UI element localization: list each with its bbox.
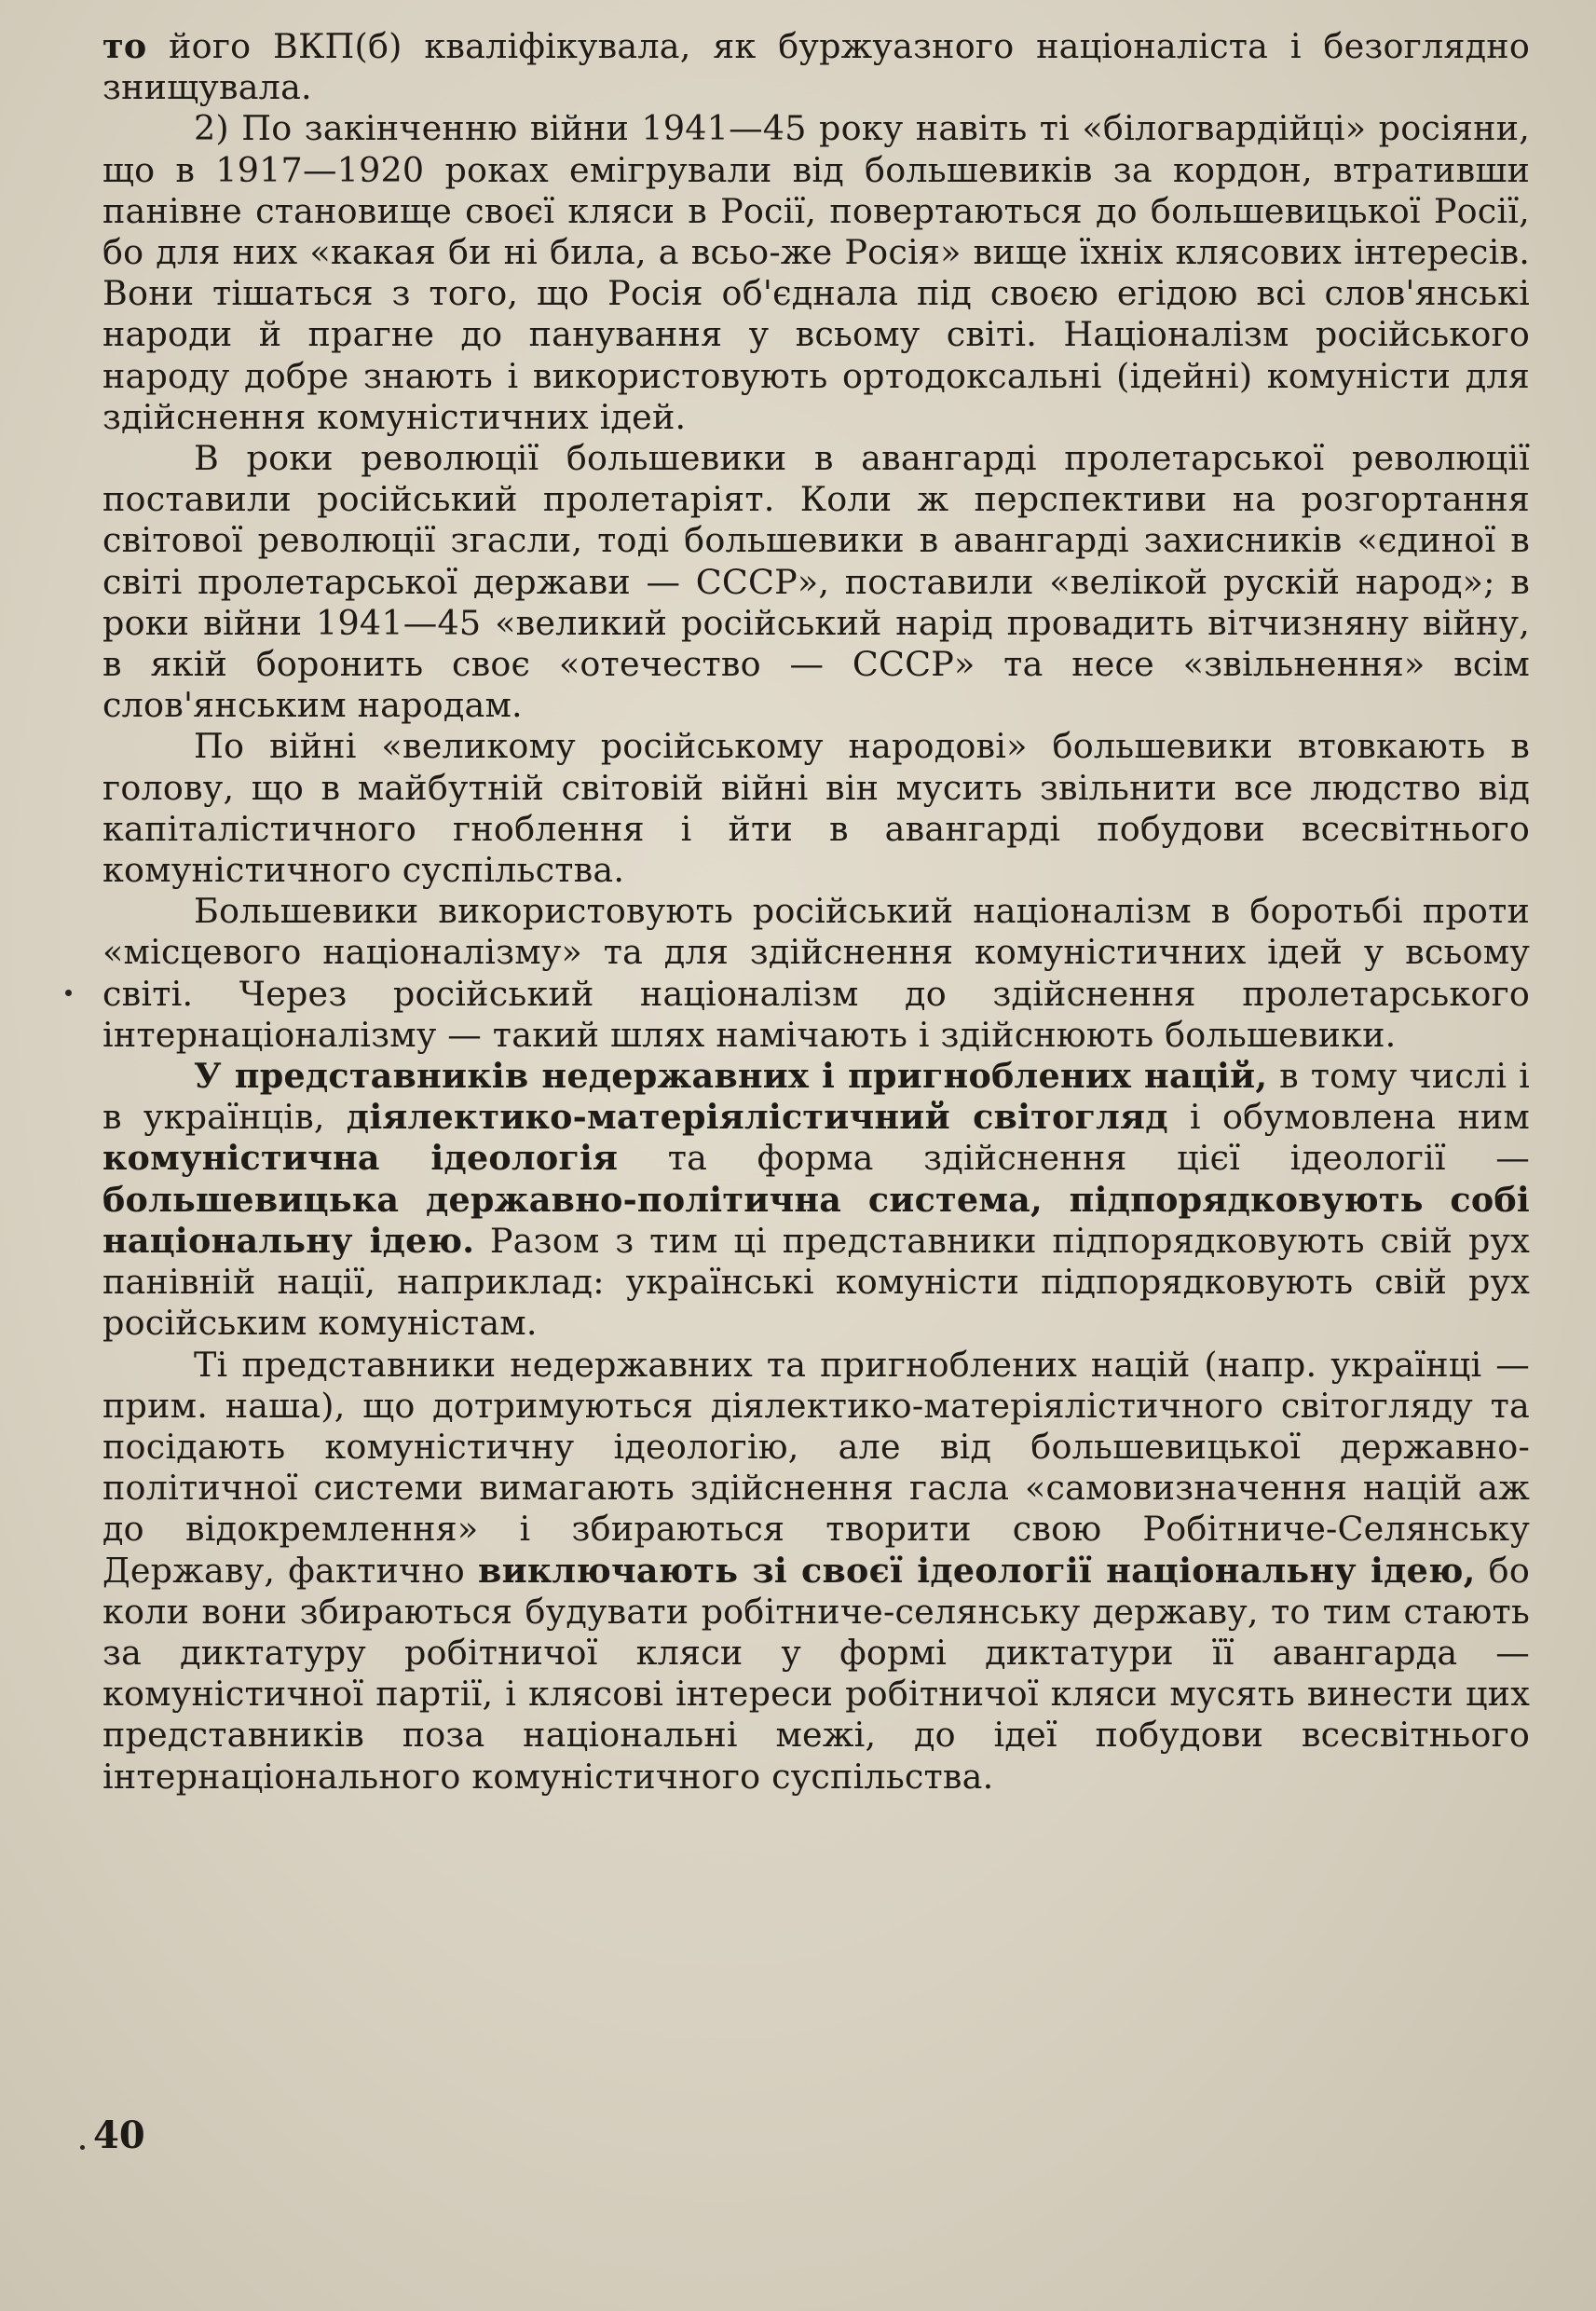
paragraph [102, 891, 1530, 1056]
page-number: 40 [93, 2113, 145, 2157]
paragraph [102, 1345, 1530, 1798]
body-text [102, 26, 1530, 1798]
paragraph [102, 438, 1530, 726]
bold-text-segment: У представників недержавних і пригноблених націй, [194, 1056, 1268, 1097]
text-segment: Ті представники недержавних та пригноблених націй (напр. українці — прим. наша), що дотримуються діялектико-матеріялістичного світогляду та посідають комуністичну ідеологію, але від большевицької державно-політичної системи вимагають здійснення гасла «самовизначення націй аж до відокремлення» і збираються творити свою Робітниче-Селянську Державу, фактично [102, 1344, 1530, 1591]
text-segment: і обумовлена ним [1167, 1097, 1530, 1138]
text-segment: Большевики використовують російський націоналізм в боротьбі проти «місцевого націоналізму» та для здійснення комуністичних ідей у всьому світі. Через російський націоналізм до здійснення пролетарського інтернаціоналізму — такий шлях намічають і здійснюють большевики. [102, 891, 1530, 1055]
ink-speck [80, 2145, 85, 2150]
text-segment: Разом з тим ці представники підпорядковують свій рух панівній нації, наприклад: українські комуністи підпорядковують свій рух російським комуністам. [102, 1220, 1531, 1344]
paragraph [102, 108, 1530, 438]
paragraph [102, 1056, 1530, 1344]
text-segment: По війні «великому російському народові» большевики втовкають в голову, що в майбутній світовій війні він мусить звільнити все людство від капіталістичного гноблення і йти в авангарді побудови всесвітнього комуністичного суспільства. [102, 726, 1530, 891]
bold-text-segment: комуністична ідеологія [102, 1138, 619, 1179]
bold-text-segment: виключають зі своєї ідеології національну ідею, [478, 1550, 1476, 1591]
text-segment: його ВКП(б) кваліфікувала, як буржуазного націоналіста і безоглядно знищувала. [102, 26, 1530, 108]
paragraph [102, 26, 1530, 108]
bold-text-segment: діялектико-матеріялістичний світогляд [346, 1097, 1168, 1138]
text-segment: в тому числі і в українців, [102, 1056, 1530, 1138]
text-segment: В роки революції большевики в авангарді пролетарської революції поставили російський пролетаріят. Коли ж перспективи на розгортання світової революції згасли, тоді большевики в авангарді захисників «єдиної в світі пролетарської держави — СССР», поставили «велікой рускій народ»; в роки війни 1941—45 «великий російський нарід провадить вітчизняну війну, в якій боронить своє «отечество — СССР» та несе «звільнення» всім слов'янським народам. [102, 438, 1530, 726]
ink-speck [65, 990, 72, 996]
bold-text-segment: то [102, 26, 147, 66]
text-segment: та форма здійснення цієї ідеології — [618, 1138, 1530, 1179]
paragraph [102, 726, 1530, 891]
text-segment: бо коли вони збираються будувати робітниче-селянську державу, то тим стають за диктатуру робітничої кляси у формі диктатури її авангарда — комуністичної партії, і клясові інтереси робітничої кляси мусять винести цих представників поза національні межі, до ідеї побудови всесвітнього інтернаціонального комуністичного суспільства. [102, 1550, 1530, 1797]
bold-text-segment: большевицька державно-політична система, підпорядковують собі національну ідею. [102, 1179, 1530, 1261]
text-segment: 2) По закінченню війни 1941—45 року навіть ті «білогвардійці» росіяни, що в 1917—1920 роках емігрували від большевиків за кордон, втративши панівне становище своєї кляси в Росії, повертаються до большевицької Росії, бо для них «какая би ні била, а всьо-же Росія» вище їхніх клясових інтересів. Вони тішаться з того, що Росія об'єднала під своєю егідою всі слов'янські народи й прагне до панування у всьому світі. Націоналізм російського народу добре знають і використовують ортодоксальні (ідейні) комуністи для здійснення комуністичних ідей. [102, 108, 1530, 437]
